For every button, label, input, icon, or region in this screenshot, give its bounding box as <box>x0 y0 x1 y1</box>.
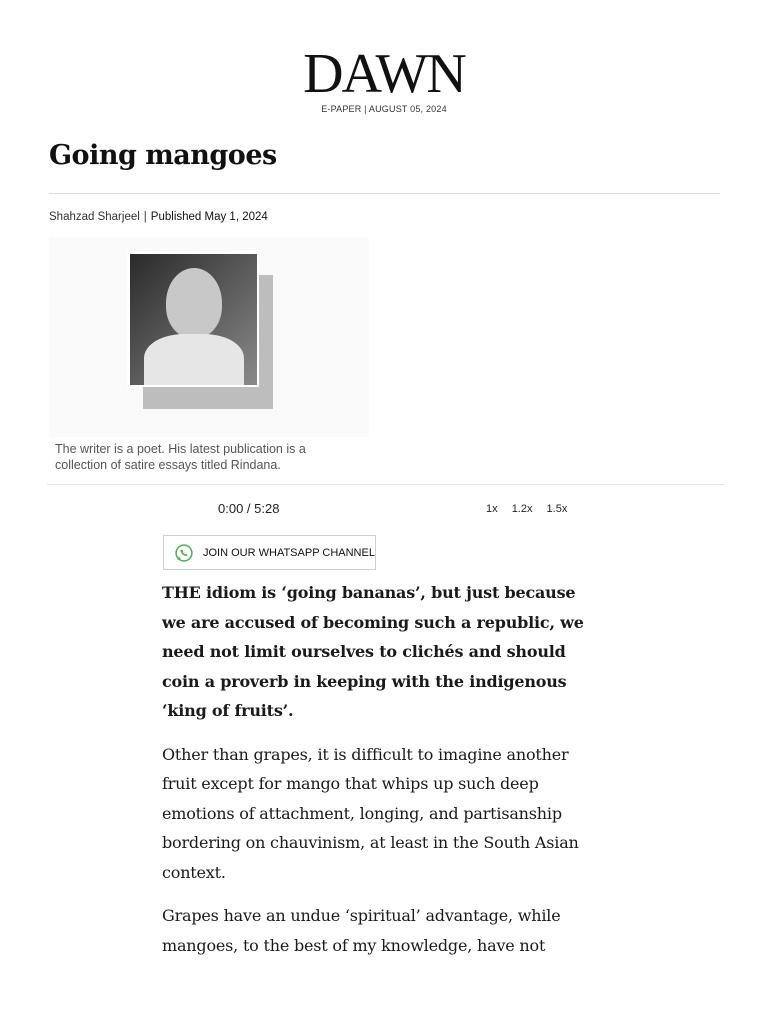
title-divider <box>49 193 720 194</box>
author-photo-card <box>49 237 369 437</box>
speed-1-5x-button[interactable]: 1.5x <box>546 503 568 515</box>
article-title: Going mangoes <box>49 140 277 171</box>
whatsapp-icon <box>174 543 194 563</box>
dawn-logo[interactable]: DAWN <box>303 43 465 105</box>
author-bio: The writer is a poet. His latest publication is a collection of satire essays titled Rindana. <box>55 442 306 472</box>
author-photo-head <box>166 268 222 338</box>
byline <box>49 211 268 223</box>
article-paragraph: Grapes have an undue ‘spiritual’ advantage, while mangoes, to the best of my knowledge, have not <box>162 906 561 955</box>
author-photo-body <box>144 334 244 385</box>
article-body <box>162 578 602 974</box>
published-date: Published May 1, 2024 <box>150 211 268 223</box>
whatsapp-label: JOIN OUR WHATSAPP CHANNEL <box>203 546 375 559</box>
article-paragraph: Other than grapes, it is difficult to imagine another fruit except for mango that whips up such deep emotions of attachment, longing, and partisanship bordering on chauvinism, at least in the South Asian context. <box>162 744 579 882</box>
speed-1x-button[interactable]: 1x <box>486 503 498 515</box>
masthead <box>0 43 768 114</box>
author-photo <box>130 254 257 385</box>
edition-date: E-PAPER | AUGUST 05, 2024 <box>321 104 447 114</box>
speed-1-2x-button[interactable]: 1.2x <box>511 503 533 515</box>
audio-time: 0:00 / 5:28 <box>218 501 280 516</box>
author-name[interactable]: Shahzad Sharjeel <box>49 211 140 223</box>
whatsapp-channel-button[interactable] <box>163 535 376 570</box>
article-lead-paragraph: THE idiom is ‘going bananas’, but just because we are accused of becoming such a republic, we need not limit ourselves to clichés and should coin a proverb in keeping with the indigenous ‘king of fruits’. <box>162 583 584 720</box>
bio-divider <box>47 484 724 485</box>
audio-speed-controls <box>486 503 578 515</box>
byline-separator: | <box>143 211 147 223</box>
